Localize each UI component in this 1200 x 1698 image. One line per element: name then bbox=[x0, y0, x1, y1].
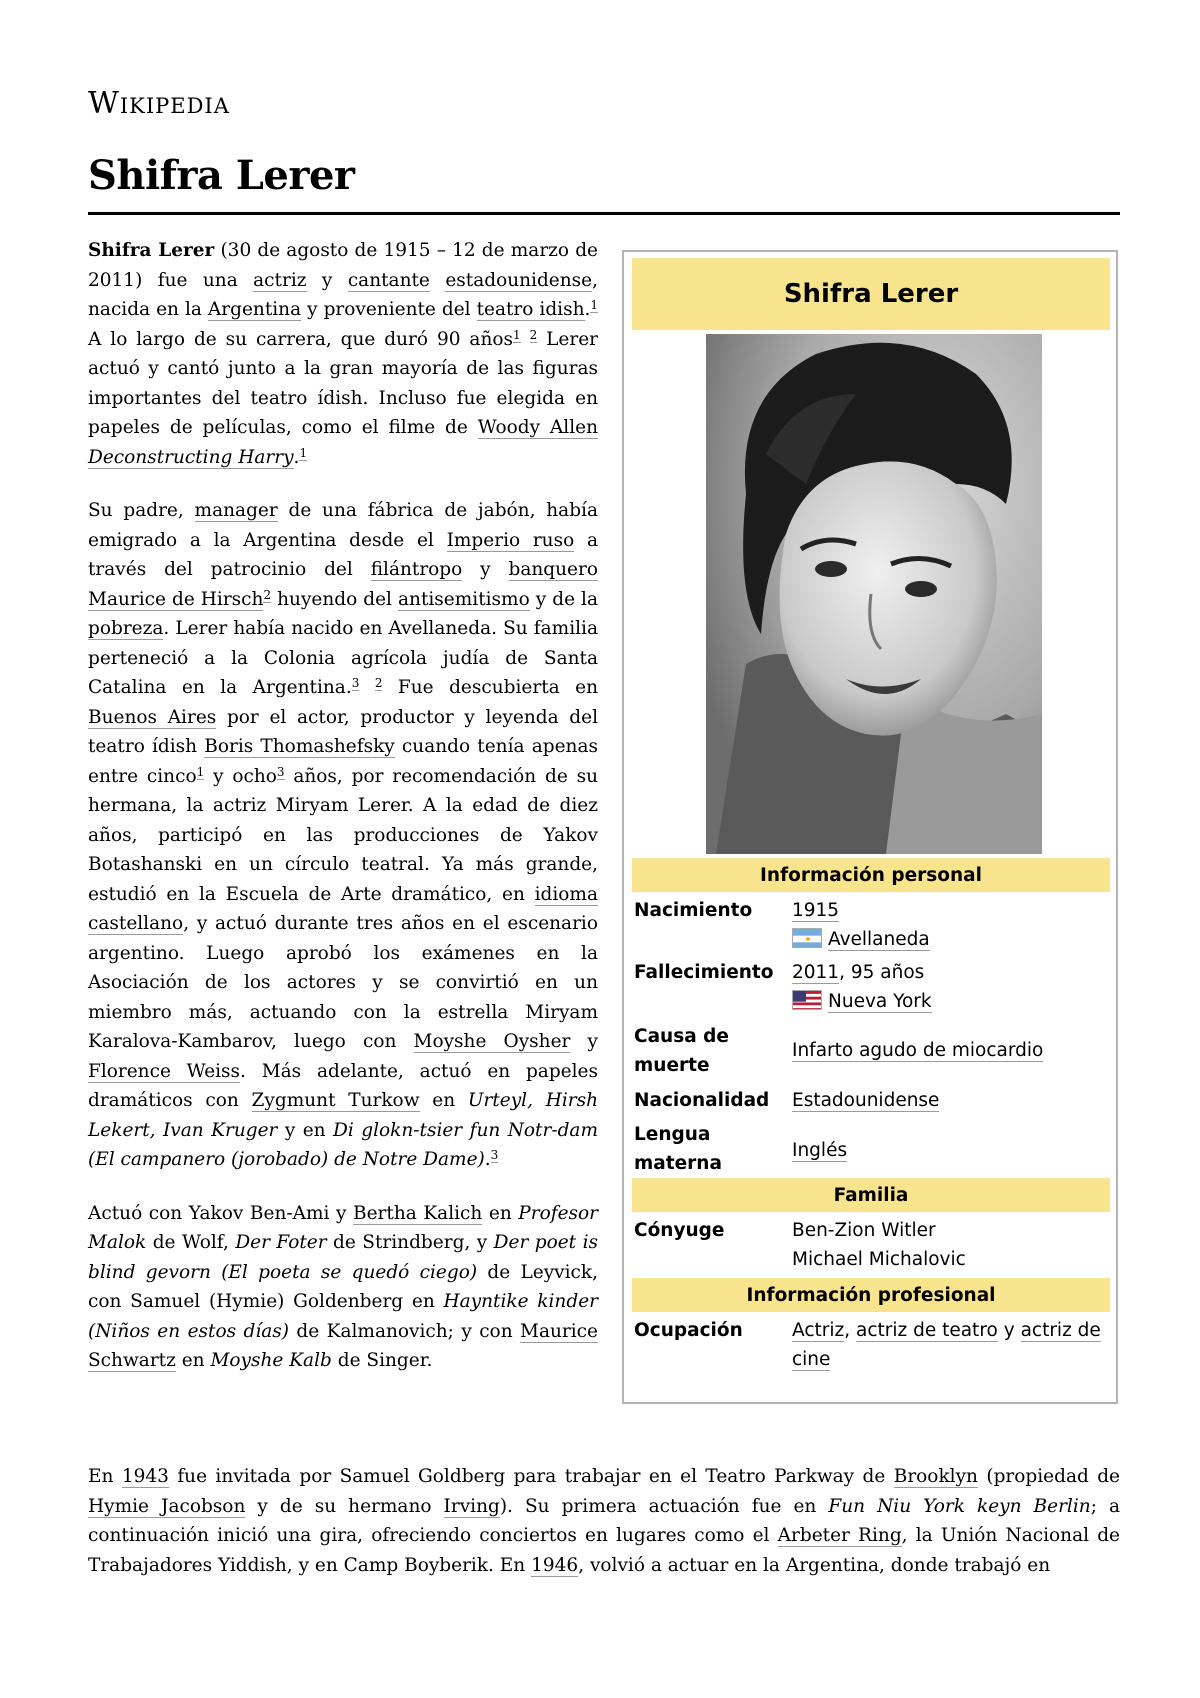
text: y ocho bbox=[204, 765, 277, 787]
page-title: Shifra Lerer bbox=[88, 152, 355, 199]
argentina-flag-icon bbox=[792, 928, 822, 948]
link-nueva-york[interactable]: Nueva York bbox=[828, 991, 932, 1012]
text: y bbox=[570, 1031, 598, 1052]
biography-paragraph bbox=[88, 496, 598, 1175]
play-title: Di glokn-tsier fun Notr-dam (El campanero (jorobado) de Notre Dame) bbox=[88, 1119, 598, 1170]
link-ingles[interactable]: Inglés bbox=[792, 1140, 848, 1161]
ref-link[interactable]: 1 bbox=[590, 298, 599, 312]
text: en bbox=[419, 1090, 468, 1111]
link-estadounidense-nacionalidad[interactable]: Estadounidense bbox=[792, 1090, 940, 1111]
nacimiento-label: Nacimiento bbox=[634, 900, 753, 921]
link-woody-allen[interactable]: Woody Allen bbox=[477, 417, 598, 438]
text: . Más adelante, actuó en papeles dramáticos con bbox=[88, 1060, 598, 1111]
text: En bbox=[88, 1466, 122, 1487]
nacionalidad-label: Nacionalidad bbox=[634, 1090, 770, 1111]
section-header-profesional: Información profesional bbox=[632, 1278, 1110, 1312]
fallecimiento-label: Fallecimiento bbox=[634, 962, 774, 983]
play-title: Moyshe Kalb bbox=[210, 1350, 332, 1371]
separator: y bbox=[997, 1320, 1021, 1341]
causa-label: Causa de muerte bbox=[634, 1026, 729, 1076]
text: cuando tenía apenas entre cinco bbox=[88, 736, 598, 787]
ref-link[interactable]: 1 bbox=[299, 445, 308, 460]
text: de Kalmanovich; y con bbox=[289, 1320, 521, 1342]
text: y de la bbox=[529, 588, 598, 610]
link-infarto[interactable]: Infarto agudo de miocardio bbox=[792, 1040, 1044, 1061]
usa-flag-icon bbox=[792, 990, 822, 1010]
link-1946[interactable]: 1946 bbox=[531, 1554, 579, 1576]
link-actriz-de-teatro[interactable]: actriz de teatro bbox=[855, 1320, 998, 1341]
text: de Wolf, bbox=[146, 1232, 236, 1253]
intro-paragraph bbox=[88, 236, 598, 472]
career-paragraph bbox=[88, 1199, 598, 1376]
text: , nacida en la bbox=[88, 269, 598, 320]
link-death-year[interactable]: 2011 bbox=[792, 962, 840, 983]
text: de una fábrica de jabón, había emigrado a la Argentina desde el bbox=[88, 500, 598, 551]
text: a través del patrocinio del bbox=[88, 529, 598, 580]
film-title: Deconstructing Harry bbox=[88, 446, 294, 468]
link-boris-thomashefsky[interactable]: Boris Thomashefsky bbox=[204, 736, 395, 757]
ref-link[interactable]: 3 bbox=[351, 676, 360, 690]
text: y bbox=[306, 269, 348, 291]
infobox bbox=[622, 250, 1118, 1404]
ref-link[interactable]: 3 bbox=[276, 764, 285, 779]
conyuge-value bbox=[792, 1216, 1104, 1274]
text: . bbox=[484, 1149, 491, 1170]
text bbox=[359, 677, 374, 698]
separator: , bbox=[844, 1320, 856, 1341]
text: Fue descubierta en bbox=[382, 677, 598, 698]
link-banquero[interactable]: banquero bbox=[508, 559, 598, 580]
link-avellaneda[interactable]: Avellaneda bbox=[828, 929, 930, 950]
ref-link[interactable]: 1 bbox=[196, 764, 205, 779]
causa-value bbox=[792, 1036, 1104, 1065]
portrait-photo[interactable] bbox=[706, 334, 1042, 854]
show-title: Fun Niu York keyn Berlin bbox=[828, 1495, 1091, 1517]
link-florence-weiss[interactable]: Florence Weiss bbox=[88, 1060, 241, 1082]
link-estadounidense[interactable]: estadounidense bbox=[445, 269, 593, 291]
lengua-value bbox=[792, 1136, 1104, 1165]
text bbox=[521, 329, 530, 350]
play-title: Der Foter bbox=[235, 1232, 327, 1253]
title-divider bbox=[88, 212, 1120, 215]
text: y bbox=[462, 559, 509, 580]
text: A lo largo de su carrera, que duró 90 años bbox=[88, 328, 513, 350]
link-pobreza[interactable]: pobreza bbox=[88, 618, 164, 639]
portrait-image bbox=[706, 334, 1042, 854]
link-zygmunt-turkow[interactable]: Zygmunt Turkow bbox=[251, 1090, 420, 1111]
text: y proveniente del bbox=[301, 299, 477, 320]
ref-link[interactable]: 2 bbox=[529, 327, 538, 342]
link-argentina[interactable]: Argentina bbox=[207, 299, 302, 320]
play-title: Der poet is blind gevorn (El poeta se quedó ciego) bbox=[88, 1232, 598, 1283]
fallecimiento-value bbox=[792, 958, 1104, 1016]
spouse-name: Ben-Zion Witler bbox=[792, 1220, 936, 1241]
ref-link[interactable]: 2 bbox=[374, 676, 383, 690]
link-manager[interactable]: manager bbox=[194, 500, 278, 521]
link-antisemitismo[interactable]: antisemitismo bbox=[398, 588, 530, 610]
link-actriz-de-cine[interactable]: actriz de cine bbox=[792, 1320, 1101, 1370]
infobox-title: Shifra Lerer bbox=[632, 258, 1110, 330]
main-column bbox=[88, 236, 598, 1400]
text: , y actuó durante tres años en el escenario argentino. Luego aprobó los exámenes en la Asociación de los actores y se convirtió en un miembro más, actuando con la estrella Miryam Karalova-Kambarov, luego con bbox=[88, 913, 598, 1052]
link-filantropo[interactable]: filántropo bbox=[370, 559, 463, 580]
text: huyendo del bbox=[271, 588, 398, 610]
nacimiento-value bbox=[792, 896, 1104, 954]
ref-link[interactable]: 2 bbox=[263, 587, 272, 602]
text: (30 de agosto de 1915 – 12 de marzo de 2011) fue una bbox=[88, 240, 598, 291]
text: fue invitada por Samuel Goldberg para trabajar en el Teatro Parkway de bbox=[168, 1466, 894, 1487]
link-teatro-idish[interactable]: teatro idish bbox=[476, 299, 585, 320]
link-moyshe-oysher[interactable]: Moyshe Oysher bbox=[413, 1031, 571, 1052]
wikipedia-logo[interactable]: Wikipedia bbox=[88, 86, 230, 121]
text: (propiedad de bbox=[977, 1466, 1121, 1487]
link-hymie-jacobson[interactable]: Hymie Jacobson bbox=[88, 1495, 246, 1517]
link-brooklyn[interactable]: Brooklyn bbox=[893, 1466, 978, 1487]
lengua-label: Lengua materna bbox=[634, 1124, 722, 1174]
text: ). Su primera actuación fue en bbox=[499, 1495, 829, 1517]
link-1943[interactable]: 1943 bbox=[121, 1466, 169, 1487]
text: , volvió a actuar en la Argentina, donde trabajó en bbox=[578, 1554, 1051, 1576]
link-birth-year[interactable]: 1915 bbox=[792, 900, 840, 921]
age-at-death: , 95 años bbox=[839, 962, 925, 983]
play-titles: Urteyl, Hirsh Lekert, Ivan Kruger bbox=[88, 1090, 599, 1141]
play-title: Profesor Malok bbox=[88, 1202, 598, 1253]
ref-link[interactable]: 1 bbox=[513, 327, 521, 342]
text: Lerer actuó y cantó junto a la gran mayoría de las figuras importantes del teatro ídish. Incluso fue elegida en papeles de películas, como el filme de bbox=[88, 328, 598, 438]
text: Su padre, bbox=[88, 500, 195, 521]
text: ; a continuación inició una gira, ofreciendo conciertos en lugares como el bbox=[88, 1495, 1120, 1546]
text: . bbox=[293, 446, 300, 468]
later-career-paragraph bbox=[88, 1462, 1120, 1580]
link-deconstructing-harry[interactable] bbox=[88, 447, 294, 469]
link-arbeter-ring[interactable]: Arbeter Ring bbox=[777, 1525, 902, 1546]
text: . Lerer había nacido en Avellaneda. Su familia perteneció a la Colonia agrícola judía de Santa Catalina en la Argentina. bbox=[88, 618, 598, 698]
text: en bbox=[175, 1350, 211, 1371]
text: por el actor, productor y leyenda del teatro ídish bbox=[88, 706, 599, 757]
nacionalidad-value bbox=[792, 1086, 1104, 1115]
link-cantante[interactable]: cantante bbox=[347, 269, 430, 291]
text: . bbox=[584, 299, 591, 320]
section-header-personal: Información personal bbox=[632, 858, 1110, 892]
text: de Leyvick, con Samuel (Hymie) Goldenberg en bbox=[88, 1261, 598, 1312]
text: y en bbox=[277, 1119, 334, 1141]
link-maurice-schwartz[interactable]: Maurice Schwartz bbox=[88, 1320, 598, 1371]
text: y de su hermano bbox=[245, 1495, 444, 1517]
link-maurice-de-hirsch[interactable]: Maurice de Hirsch bbox=[88, 588, 264, 610]
link-actriz[interactable]: actriz bbox=[253, 269, 307, 291]
conyuge-label: Cónyuge bbox=[634, 1220, 725, 1241]
link-imperio-ruso[interactable]: Imperio ruso bbox=[446, 529, 575, 551]
text: de Singer. bbox=[331, 1350, 433, 1371]
play-title: Hayntike kinder (Niños en estos días) bbox=[88, 1291, 598, 1342]
text: en bbox=[482, 1202, 519, 1224]
spouse-name: Michael Michalovic bbox=[792, 1249, 966, 1270]
ocupacion-label: Ocupación bbox=[634, 1320, 743, 1341]
text: Actuó con Yakov Ben-Ami y bbox=[88, 1202, 354, 1224]
ocupacion-value bbox=[792, 1316, 1104, 1374]
text: de Strindberg, y bbox=[326, 1232, 494, 1253]
link-idioma-castellano[interactable]: idioma castellano bbox=[88, 883, 598, 934]
text: , la Unión Nacional de Trabajadores Yiddish, y en Camp Boyberik. En bbox=[88, 1525, 1120, 1576]
text bbox=[430, 270, 445, 291]
link-bertha-kalich[interactable]: Bertha Kalich bbox=[353, 1202, 483, 1224]
link-irving[interactable]: Irving bbox=[443, 1495, 500, 1517]
link-buenos-aires[interactable]: Buenos Aires bbox=[88, 706, 217, 728]
ref-link[interactable]: 3 bbox=[490, 1148, 499, 1162]
link-actriz-ocupacion[interactable]: Actriz bbox=[792, 1320, 845, 1341]
section-header-familia: Familia bbox=[632, 1178, 1110, 1212]
subject-name: Shifra Lerer bbox=[88, 240, 215, 261]
text: años, por recomendación de su hermana, la actriz Miryam Lerer. A la edad de diez años, participó en las producciones de Yakov Botashanski en un círculo teatral. Ya más grande, estudió en la Escuela de Arte dramático, en bbox=[88, 765, 598, 905]
full-width-text bbox=[88, 1462, 1120, 1580]
